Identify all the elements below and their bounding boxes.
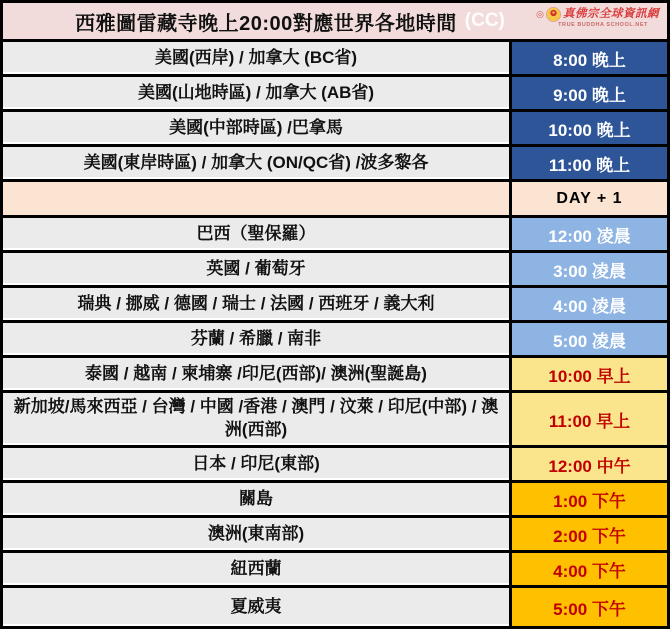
region-cell: 紐西蘭	[3, 553, 509, 585]
cc-label: (CC)	[464, 10, 505, 31]
table-row	[3, 588, 667, 626]
region-cell: 關島	[3, 483, 509, 515]
time-cell: 9:00 晚上	[509, 77, 667, 109]
time-cell: DAY + 1	[509, 182, 667, 215]
time-cell: 12:00 凌晨	[509, 218, 667, 250]
time-cell: 10:00 早上	[509, 358, 667, 390]
time-cell: 8:00 晚上	[509, 42, 667, 74]
table-row	[3, 358, 667, 393]
region-cell: 日本 / 印尼(東部)	[3, 448, 509, 480]
true-buddha-school-logo	[536, 7, 659, 29]
region-cell: 英國 / 葡萄牙	[3, 253, 509, 285]
table-row	[3, 323, 667, 358]
table-header	[3, 3, 667, 42]
table-row	[3, 77, 667, 112]
time-cell: 10:00 晚上	[509, 112, 667, 144]
time-cell: 3:00 凌晨	[509, 253, 667, 285]
copyright-mark: ◎	[536, 9, 544, 19]
region-cell: 泰國 / 越南 / 柬埔寨 /印尼(西部)/ 澳洲(聖誕島)	[3, 358, 509, 390]
region-cell: 夏威夷	[3, 588, 509, 626]
time-cell: 5:00 下午	[509, 588, 667, 626]
time-cell: 11:00 晚上	[509, 147, 667, 179]
logo-name-en: TRUE BUDDHA SCHOOL.NET	[558, 22, 648, 28]
region-cell: 美國(西岸) / 加拿大 (BC省)	[3, 42, 509, 74]
region-cell: 芬蘭 / 希臘 / 南非	[3, 323, 509, 355]
logo-name-zh: 真佛宗全球資訊網	[563, 7, 659, 20]
region-cell: 巴西（聖保羅）	[3, 218, 509, 250]
time-cell: 2:00 下午	[509, 518, 667, 550]
lotus-emblem-icon	[546, 7, 561, 22]
table-row	[3, 253, 667, 288]
region-cell: 美國(山地時區) / 加拿大 (AB省)	[3, 77, 509, 109]
table-row	[3, 288, 667, 323]
table-row	[3, 448, 667, 483]
time-cell: 11:00 早上	[509, 393, 667, 445]
table-row	[3, 483, 667, 518]
time-cell: 4:00 凌晨	[509, 288, 667, 320]
region-cell: 瑞典 / 挪威 / 德國 / 瑞士 / 法國 / 西班牙 / 義大利	[3, 288, 509, 320]
time-cell: 4:00 下午	[509, 553, 667, 585]
time-cell: 12:00 中午	[509, 448, 667, 480]
table-row	[3, 393, 667, 448]
time-cell: 5:00 凌晨	[509, 323, 667, 355]
table-row	[3, 147, 667, 182]
table-row	[3, 112, 667, 147]
region-cell: 新加坡/馬來西亞 / 台灣 / 中國 /香港 / 澳門 / 汶萊 / 印尼(中部) / 澳洲(西部)	[3, 393, 509, 445]
rows-container	[3, 42, 667, 626]
region-cell: 美國(中部時區) /巴拿馬	[3, 112, 509, 144]
table-row	[3, 218, 667, 253]
region-cell	[3, 182, 509, 215]
header-title-wrap	[75, 7, 505, 36]
logo-top-line	[536, 7, 659, 22]
table-row	[3, 518, 667, 553]
region-cell: 美國(東岸時區) / 加拿大 (ON/QC省) /波多黎各	[3, 147, 509, 179]
region-cell: 澳洲(東南部)	[3, 518, 509, 550]
table-row	[3, 553, 667, 588]
table-row	[3, 42, 667, 77]
time-cell: 1:00 下午	[509, 483, 667, 515]
table-row	[3, 182, 667, 218]
page-title: 西雅圖雷藏寺晚上20:00對應世界各地時間	[75, 12, 457, 35]
